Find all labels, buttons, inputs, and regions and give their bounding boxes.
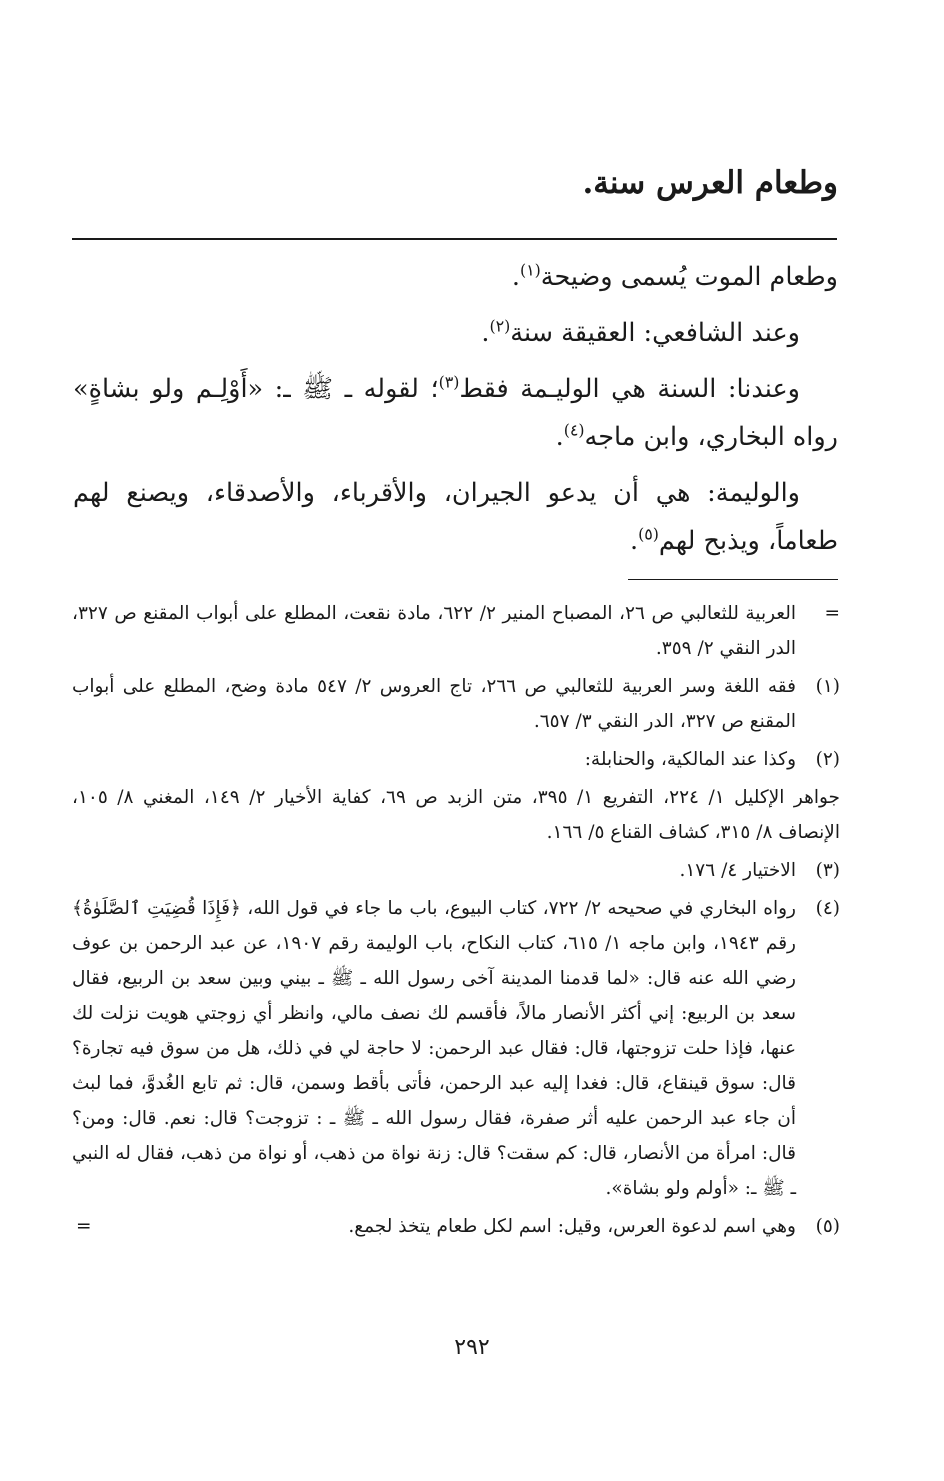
commentary-paragraph-3 <box>73 365 838 461</box>
footnote-divider <box>628 579 838 580</box>
paragraph-text: وعند الشافعي: العقيقة سنة <box>510 318 800 348</box>
footnote-text: العربية للثعالبي ص ٢٦، المصباح المنير ٢/ ٦٢٢، مادة نقعت، المطلع على أبواب المقنع ص ٣٢٧، الدر النقي ٢/ ٣٥٩. <box>72 603 796 659</box>
paragraph-text: وعندنا: السنة هي الوليـمة فقط <box>459 374 800 404</box>
footnote-ref-2[interactable]: (٢) <box>489 316 511 336</box>
footnote-3 <box>72 853 840 888</box>
footnote-2 <box>72 742 840 777</box>
footnote-2-sources: جواهر الإكليل ١/ ٢٢٤، التفريع ١/ ٣٩٥، متن الزبد ص ٦٩، كفاية الأخيار ٢/ ١٤٩، المغني ٨/ ١٠٥، الإنصاف ٨/ ٣١٥، كشاف القناع ٥/ ١٦٦. <box>72 787 840 843</box>
footnote-ref-1[interactable]: (١) <box>519 260 541 280</box>
paragraph-end: . <box>555 422 564 452</box>
footnote-number: (٢) <box>815 749 840 770</box>
paragraph-text: وطعام الموت يُسمى وضيحة <box>540 262 838 292</box>
paragraph-end: . <box>629 526 639 556</box>
paragraph-text: والوليمة: هي أن يدعو الجيران، والأقرباء، والأصدقاء، ويصنع لهم طعاماً، ويذبح لهم <box>73 478 838 556</box>
footnote-number: (٣) <box>815 860 840 881</box>
paragraph-text: ؛ لقوله ـ ﷺ ـ: «أَوْلِـم ولو بشاةٍ» رواه البخاري، وابن ماجه <box>73 374 838 452</box>
footnote-ref-5[interactable]: (٥) <box>638 524 659 544</box>
commentary-paragraph-4 <box>73 469 838 565</box>
footnote-number: (٥) <box>815 1216 840 1237</box>
footnote-text: رواه البخاري في صحيحه ٢/ ٧٢٢، كتاب البيوع، باب ما جاء في قول الله، ﴿فَإِذَا قُضِيَتِ ٱلصَّلَوٰةُ﴾ رقم ١٩٤٣، وابن ماجه ١/ ٦١٥، كتاب النكاح، باب الوليمة رقم ١٩٠٧، عن عبد الرحمن بن عوف رضي الله عنه قال: «لما قدمنا المدينة آخى رسول الله ـ ﷺ ـ بيني وبين سعد بن الربيع، فقال سعد بن الربيع: إني أكثر الأنصار مالاً، فأقسم لك نصف مالي، وانظر أي زوجتي هويت نزلت لك عنها، فإذا حلت تزوجتها، قال: فقال عبد الرحمن: لا حاجة لي في ذلك، هل من سوق فيه تجارة؟ قال: سوق قينقاع، قال: فغدا إليه عبد الرحمن، فأتى بأقط وسمن، قال: ثم تابع الغُدوَّ، فما لبث أن جاء عبد الرحمن عليه أثر صفرة، فقال رسول الله ـ ﷺ ـ : تزوجت؟ قال: نعم. قال: ومن؟ قال: امرأة من الأنصار، قال: كم سقت؟ قال: زنة نواة من ذهب، أو نواة من ذهب، فقال له النبي ـ ﷺ ـ: «أولم ولو بشاة». <box>72 898 796 1199</box>
footnote-text: الاختيار ٤/ ١٧٦. <box>679 860 796 881</box>
paragraph-end: . <box>511 262 520 292</box>
footnote-number: (١) <box>815 676 840 697</box>
footnote-4 <box>72 891 840 1206</box>
footnote-5 <box>72 1209 840 1244</box>
page-number: ٢٩٢ <box>454 1335 490 1360</box>
matn-divider <box>72 238 837 240</box>
commentary-paragraph-1 <box>73 253 838 301</box>
commentary-body <box>73 253 838 573</box>
footnote-1 <box>72 669 840 739</box>
footnote-text: وكذا عند المالكية، والحنابلة: <box>584 749 796 770</box>
continuation-marker: = <box>824 603 840 624</box>
paragraph-end: . <box>481 318 490 348</box>
footnote-text: فقه اللغة وسر العربية للثعالبي ص ٢٦٦، تاج العروس ٢/ ٥٤٧ مادة وضح، المطلع على أبواب المقنع ص ٣٢٧، الدر النقي ٣/ ٦٥٧. <box>72 676 796 732</box>
continues-marker: = <box>76 1216 92 1237</box>
footnotes-section <box>72 596 840 1247</box>
footnote-number: (٤) <box>815 898 840 919</box>
matn-heading: وطعام العرس سنة. <box>582 165 838 201</box>
footnote-ref-4[interactable]: (٤) <box>563 420 585 440</box>
footnote-continuation <box>72 596 840 666</box>
footnote-text: وهي اسم لدعوة العرس، وقيل: اسم لكل طعام يتخذ لجمع. <box>348 1216 796 1237</box>
commentary-paragraph-2 <box>73 309 838 357</box>
footnote-ref-3[interactable]: (٣) <box>438 372 460 392</box>
